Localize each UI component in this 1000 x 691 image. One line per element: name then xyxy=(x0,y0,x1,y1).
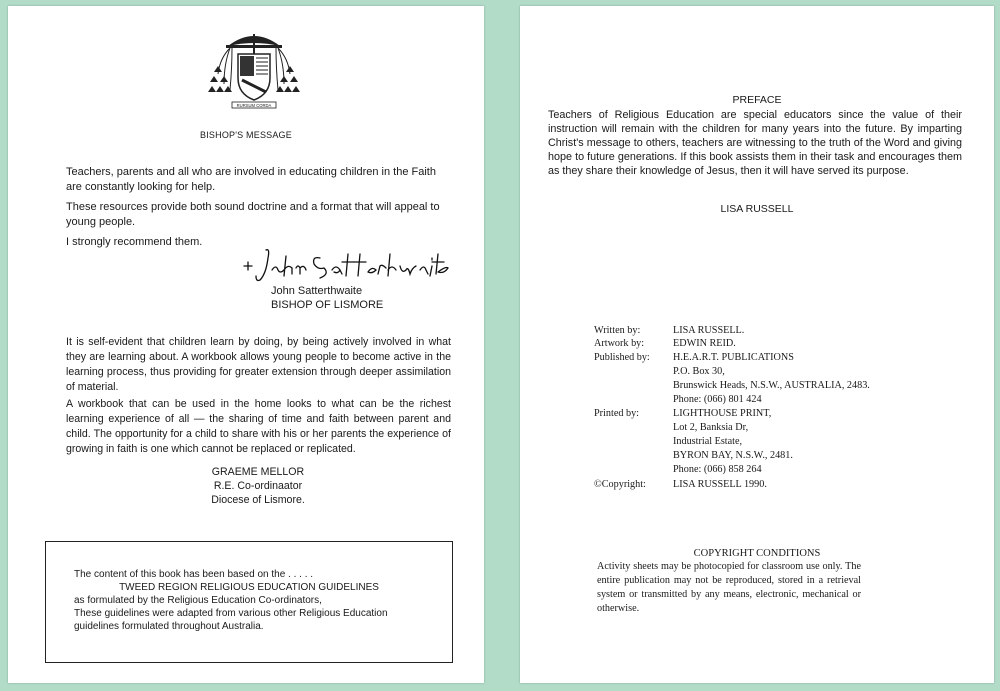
coordinator-name: GRAEME MELLOR xyxy=(211,466,305,478)
printer-line: Lot 2, Banksia Dr, xyxy=(673,422,749,433)
bishops-message-paragraph-3: I strongly recommend them. xyxy=(66,236,203,248)
copyright-conditions-heading: COPYRIGHT CONDITIONS xyxy=(693,548,821,559)
publisher-line: H.E.A.R.T. PUBLICATIONS xyxy=(673,352,794,363)
written-by-value: LISA RUSSELL. xyxy=(673,325,745,336)
publisher-line: Phone: (066) 801 424 xyxy=(673,394,762,405)
guidelines-line-3: as formulated by the Religious Education Co-ordinators, xyxy=(74,595,322,606)
signatory-name: John Satterthwaite xyxy=(271,285,363,297)
publisher-line: Brunswick Heads, N.S.W., AUSTRALIA, 2483. xyxy=(673,380,870,391)
coordinator-diocese: Diocese of Lismore. xyxy=(211,494,305,506)
coordinator-paragraph-2: A workbook that can be used in the home looks to what can be the richest learning experience of all — the sharing of time and faith between parent and child. The opportunity for a child to share with his or her parents the experience of growing in faith is one which cannot be replaced or replicated. xyxy=(66,398,451,455)
coordinator-signature-block xyxy=(138,465,378,507)
printer-line: Industrial Estate, xyxy=(673,436,743,447)
printer-line: BYRON BAY, N.S.W., 2481. xyxy=(673,450,793,461)
guidelines-line-5: guidelines formulated throughout Australia. xyxy=(74,621,264,632)
bishops-message-heading: BISHOP'S MESSAGE xyxy=(200,130,292,140)
artwork-by-label: Artwork by: xyxy=(594,338,645,349)
printer-line: LIGHTHOUSE PRINT, xyxy=(673,408,772,419)
publisher-line: P.O. Box 30, xyxy=(673,366,725,377)
printer-line: Phone: (066) 858 264 xyxy=(673,464,762,475)
bishops-message-paragraph-2: These resources provide both sound doctrine and a format that will appeal to young people. xyxy=(66,201,440,228)
guidelines-box xyxy=(45,541,453,663)
published-by-label: Published by: xyxy=(594,352,650,363)
guidelines-line-4: These guidelines were adapted from various other Religious Education xyxy=(74,608,388,619)
preface-text: Teachers of Religious Education are special educators since the value of their instruction will remain with the children for many years into the future. By imparting Christ's message to others, teachers are witnessing to the truth of the Word and giving hope to future generations. If this book assists them in their task and encourages them as they share their knowledge of Jesus, then it will have served its purpose. xyxy=(548,109,962,177)
copyright-conditions-text: Activity sheets may be photocopied for classroom use only. The entire publication may not be reproduced, stored in a retrieval system or transmitted by any means, electronic, mechanical or otherwise. xyxy=(597,561,861,614)
guidelines-line-2: TWEED REGION RELIGIOUS EDUCATION GUIDELINES xyxy=(119,582,379,593)
left-page xyxy=(8,6,484,683)
bishops-message-paragraph-1: Teachers, parents and all who are involved in educating children in the Faith are constantly looking for help. xyxy=(66,166,436,193)
written-by-label: Written by: xyxy=(594,325,641,336)
preface-author: LISA RUSSELL xyxy=(720,203,794,215)
crest-motto: RURSUM CORDA xyxy=(236,103,272,108)
signatory-title: BISHOP OF LISMORE xyxy=(271,299,384,311)
right-page xyxy=(520,6,994,683)
guidelines-line-1: The content of this book has been based on the . . . . . xyxy=(74,569,314,580)
copyright-label: ©Copyright: xyxy=(594,479,646,490)
coordinator-paragraph-1: It is self-evident that children learn by doing, by being actively involved in what they are learning about. A workbook allows young people to become active in the learning process, thus providing for greater extension through deeper assimilation of material. xyxy=(66,336,451,393)
preface-heading: PREFACE xyxy=(732,94,782,106)
copyright-value: LISA RUSSELL 1990. xyxy=(673,479,767,490)
artwork-by-value: EDWIN REID. xyxy=(673,338,736,349)
printed-by-label: Printed by: xyxy=(594,408,639,419)
episcopal-crest-icon xyxy=(206,28,302,110)
coordinator-role: R.E. Co-ordinaator xyxy=(213,480,303,492)
handwritten-signature xyxy=(240,244,450,288)
